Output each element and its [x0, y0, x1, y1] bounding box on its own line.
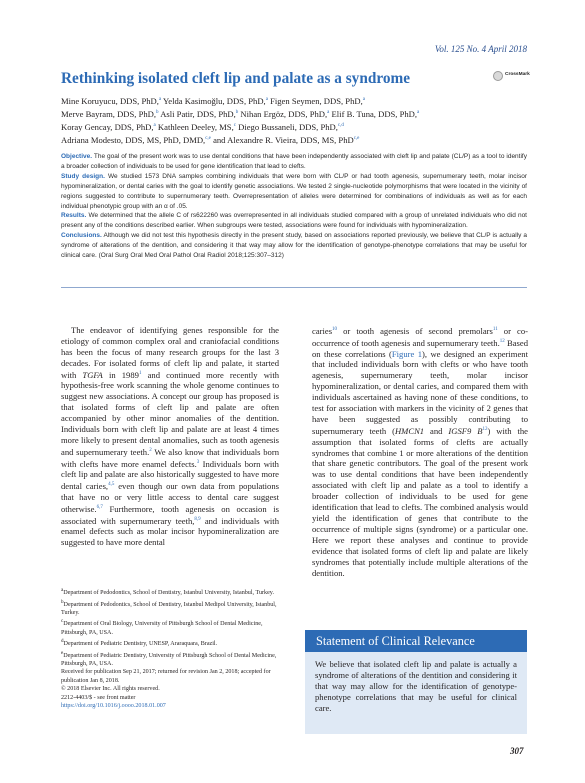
body-text: The endeavor of identifying genes responsible for the etiology of common complex oral and craniofacial conditions has been the focus of many research groups for the last 3 decades. For isolated forms of cleft lip and palate, it started with [61, 325, 279, 380]
body-text: ), we designed an experiment that included individuals born with clefts or who have tooth agenesis, supernumerary teeth, molar incisor hypomineralization, or dental caries, and compared them with individuals ascertained as having none of these conditions, to test for association with markers in the vicinity of 2 genes that have been suggested as possibly contributing to supernumerary teeth ( [312, 348, 528, 436]
author-affiliation: a [265, 97, 268, 102]
author-name: Koray Gencay, DDS, PhD, [61, 122, 154, 133]
reference-link[interactable]: 10 [332, 327, 338, 332]
doi-item [61, 702, 279, 710]
reference-link[interactable]: 12 [482, 426, 488, 432]
gene-name: HMCN1 [394, 425, 425, 436]
body-text: Individuals born with cleft lip and palate are also historically suggested to have more dental caries, [61, 458, 279, 492]
issn: 2212-4403/$ - see front matter [61, 694, 136, 701]
author-list [61, 94, 531, 147]
reference-link[interactable]: 2 [149, 447, 152, 453]
footnote-item [61, 649, 279, 669]
author-affiliation: a [153, 123, 156, 129]
gene-name: IGSF9 B [448, 425, 483, 436]
footnote-text: Department of Pediatric Dentistry, University of Pittsburgh School of Dental Medicine, Pittsburgh, PA, USA. [61, 652, 277, 667]
footnote-marker: d [61, 638, 64, 645]
copyright: © 2018 Elsevier Inc. All rights reserved. [61, 686, 160, 693]
author-affiliation: b [235, 110, 239, 116]
author-affiliation: c,e [205, 136, 211, 142]
author-name: Merve Bayram, DDS, PhD, [61, 109, 156, 120]
received-date: Received for publication Sep 21, 2017; returned for revision Jan 2, 2018; accepted for publication Jan 8, 2018. [61, 669, 271, 684]
body-text: Furthermore, tooth agenesis on occasion is associated with supernumerary teeth, [61, 503, 279, 526]
body-text: and individuals with enamel defects such as molar incisor hypomineralization are suggested to have more dental [61, 515, 279, 548]
footnote-item [61, 598, 279, 618]
author-name: Kathleen Deeley, MS, [157, 122, 234, 133]
abstract-conclusions-label: Conclusions. [61, 232, 102, 240]
affiliation-footnotes [61, 586, 279, 711]
author-name: Adriana Modesto, DDS, MS, PhD, DMD, [61, 135, 206, 146]
crossmark-icon [493, 71, 503, 81]
author-name: Diego Bussaneli, DDS, PhD, [238, 122, 338, 133]
abstract-objective-label: Objective. [61, 153, 93, 160]
abstract-results [61, 211, 527, 231]
author-affiliation: a [158, 97, 162, 102]
body-column-left [61, 325, 279, 548]
body-text: even though our own data from populations that have no or very little access to dental care suggest otherwise. [61, 481, 279, 514]
reference-link[interactable]: 3 [196, 459, 200, 465]
author-name: Nihan Ergöz, DDS, PhD, [240, 109, 328, 120]
clinical-relevance-text: We believe that isolated cleft lip and palate is actually a syndrome of alterations of the dentition and considering it that way may allow for the identification of genotype-phenotype correlations that may be useful for clinical care. [315, 659, 517, 713]
abstract-divider [61, 287, 527, 288]
abstract-design [61, 172, 527, 212]
clinical-relevance-heading: Statement of Clinical Relevance [305, 630, 527, 652]
body-text: and [424, 425, 449, 436]
author-affiliation: a [362, 97, 365, 102]
abstract-conclusions [61, 231, 527, 261]
body-text: or co-occurrence of tooth agenesis and supernumerary teeth. [312, 325, 528, 348]
reference-link[interactable]: 12 [499, 338, 505, 344]
footnote-item [61, 637, 279, 648]
gene-name: TGFA [82, 369, 103, 380]
footnote-text: Department of Oral Biology, University of Pittsburgh School of Dental Medicine, Pittsburgh, PA, USA. [61, 621, 263, 636]
author-name: Figen Seymen, DDS, PhD, [270, 95, 363, 106]
abstract-results-text: We determined that the allele C of rs622260 was overrepresented in all individuals studied compared with a group of unrelated individuals who did not present any of the conditions described earlier. When subgroups were tested, associations were found for individuals with hypomineralization. [61, 212, 527, 230]
body-text: ) with the assumption that isolated forms of clefts are actually syndromes that combine 1 or more alterations of the dentition that share genetic contributors. The goal of the present work was to use dental conditions that have been independently associated with cleft lip and palate as a tool to identify a broader collection of individuals to be used for gene identification that lead to clefts. The combined analysis would yield the identification of genes that contribute to the occurrence of multiple signs (syndrome) or a particular one. Here we report these analyses and continue to provide evidence that isolated forms of cleft lip and palate are likely syndromes that potentially include multiple alterations of the dentition. [312, 425, 528, 578]
footnote-text: Department of Pedodontics, School of Dentistry, Istanbul University, Istanbul, Turkey. [63, 590, 274, 597]
doi-link[interactable]: https://doi.org/10.1016/j.oooo.2018.01.007 [61, 703, 166, 710]
body-column-right [312, 325, 528, 578]
author-name: Yelda Kasimoğlu, DDS, PhD, [162, 95, 266, 106]
footnote-marker: a [61, 587, 64, 593]
abstract-results-label: Results. [61, 212, 87, 220]
crossmark-label: CrossMark [505, 72, 530, 77]
abstract-conclusions-text: Although we did not test this hypothesis directly in the present study, based on associations reported previously, we believe that CL/P is actually a syndrome of alterations of the dentition, and considering it that way may allow for the identification of genotype-phenotype correlations that may be useful for clinical care. (Oral Surg Oral Med Oral Pathol Oral Radiol 2018;125:307–312) [61, 232, 527, 260]
reference-link[interactable]: 6,7 [96, 504, 103, 510]
author-affiliation: a [327, 110, 330, 116]
abstract [61, 152, 527, 261]
footnote-item [61, 617, 279, 637]
abstract-objective [61, 152, 527, 172]
journal-issue-header: Vol. 125 No. 4 April 2018 [434, 44, 527, 54]
footnote-text: Department of Pedodontics, School of Dentistry, Istanbul Medipol University, Istanbul, Turkey. [61, 601, 277, 616]
body-text: and continued more recently with hypothesis-free work scanning the whole genome continues to suggest new associations. A concept our group has proposed is that isolated forms of cleft lip and palate are often accompanied by other minor anomalies of the dentition. Individuals born with cleft lip and palate are at least 4 times more likely to present dental anomalies, such as tooth agenesis and supernumerary teeth. [61, 369, 280, 457]
abstract-design-text: We studied 1573 DNA samples combining individuals that were born with CL/P or had tooth agenesis, supernumerary teeth, molar incisor hypomineralization, or dental caries with the goal to identify genetic associations. We tested 2 single-nucleotide polymorphisms that were located in the vicinity of regions suggested to contribute to supernumerary teeth. Overrepresentation of alleles were determined for combinations of individuals as well as for each individual phenotypic group with an α of .05. [61, 172, 527, 210]
abstract-design-label: Study design. [61, 172, 105, 180]
reference-link[interactable]: 8,9 [194, 516, 201, 522]
abstract-objective-text: The goal of the present work was to use dental conditions that have been independently associated with cleft lip and palate (CL/P) as a tool to identify a broader collection of individuals to be used for gene identification that lead to clefts. [61, 153, 527, 170]
footnote-marker: e [61, 649, 64, 656]
reference-link[interactable]: 11 [492, 327, 498, 332]
crossmark-button[interactable] [493, 70, 530, 92]
author-name: and Alexandre R. Vieira, DDS, MS, PhD [213, 135, 354, 146]
footnote-marker: c [61, 618, 64, 625]
reference-link[interactable]: 1 [138, 370, 142, 376]
author-affiliation: c [233, 123, 236, 129]
page-number: 307 [510, 746, 524, 756]
reference-link[interactable]: 4,5 [108, 482, 115, 488]
body-text: in 1989 [102, 369, 139, 380]
footnote-item [61, 586, 279, 597]
body-text: We also know that individuals born with clefts have more enamel defects. [61, 446, 279, 469]
author-affiliation: c,d [337, 123, 344, 129]
body-text: caries [312, 325, 333, 336]
clinical-relevance-box [305, 630, 527, 734]
footnote-text: Department of Pediatric Dentistry, UNESP, Araraquara, Brazil. [63, 641, 218, 648]
figure-link[interactable]: Figure 1 [391, 348, 423, 359]
author-name: Mine Koruyucu, DDS, PhD, [61, 95, 159, 106]
author-name: Asli Patir, DDS, PhD, [160, 109, 236, 120]
author-name: Elif B. Tuna, DDS, PhD, [331, 109, 418, 120]
article-title: Rethinking isolated cleft lip and palate as a syndrome [61, 70, 411, 87]
body-text: Based on these correlations ( [312, 337, 528, 359]
author-affiliation: c,e [353, 136, 360, 142]
author-affiliation: a [417, 110, 420, 116]
body-text: or tooth agenesis of second premolars [337, 325, 493, 336]
footnote-marker: b [61, 598, 64, 605]
author-affiliation: b [156, 110, 159, 116]
